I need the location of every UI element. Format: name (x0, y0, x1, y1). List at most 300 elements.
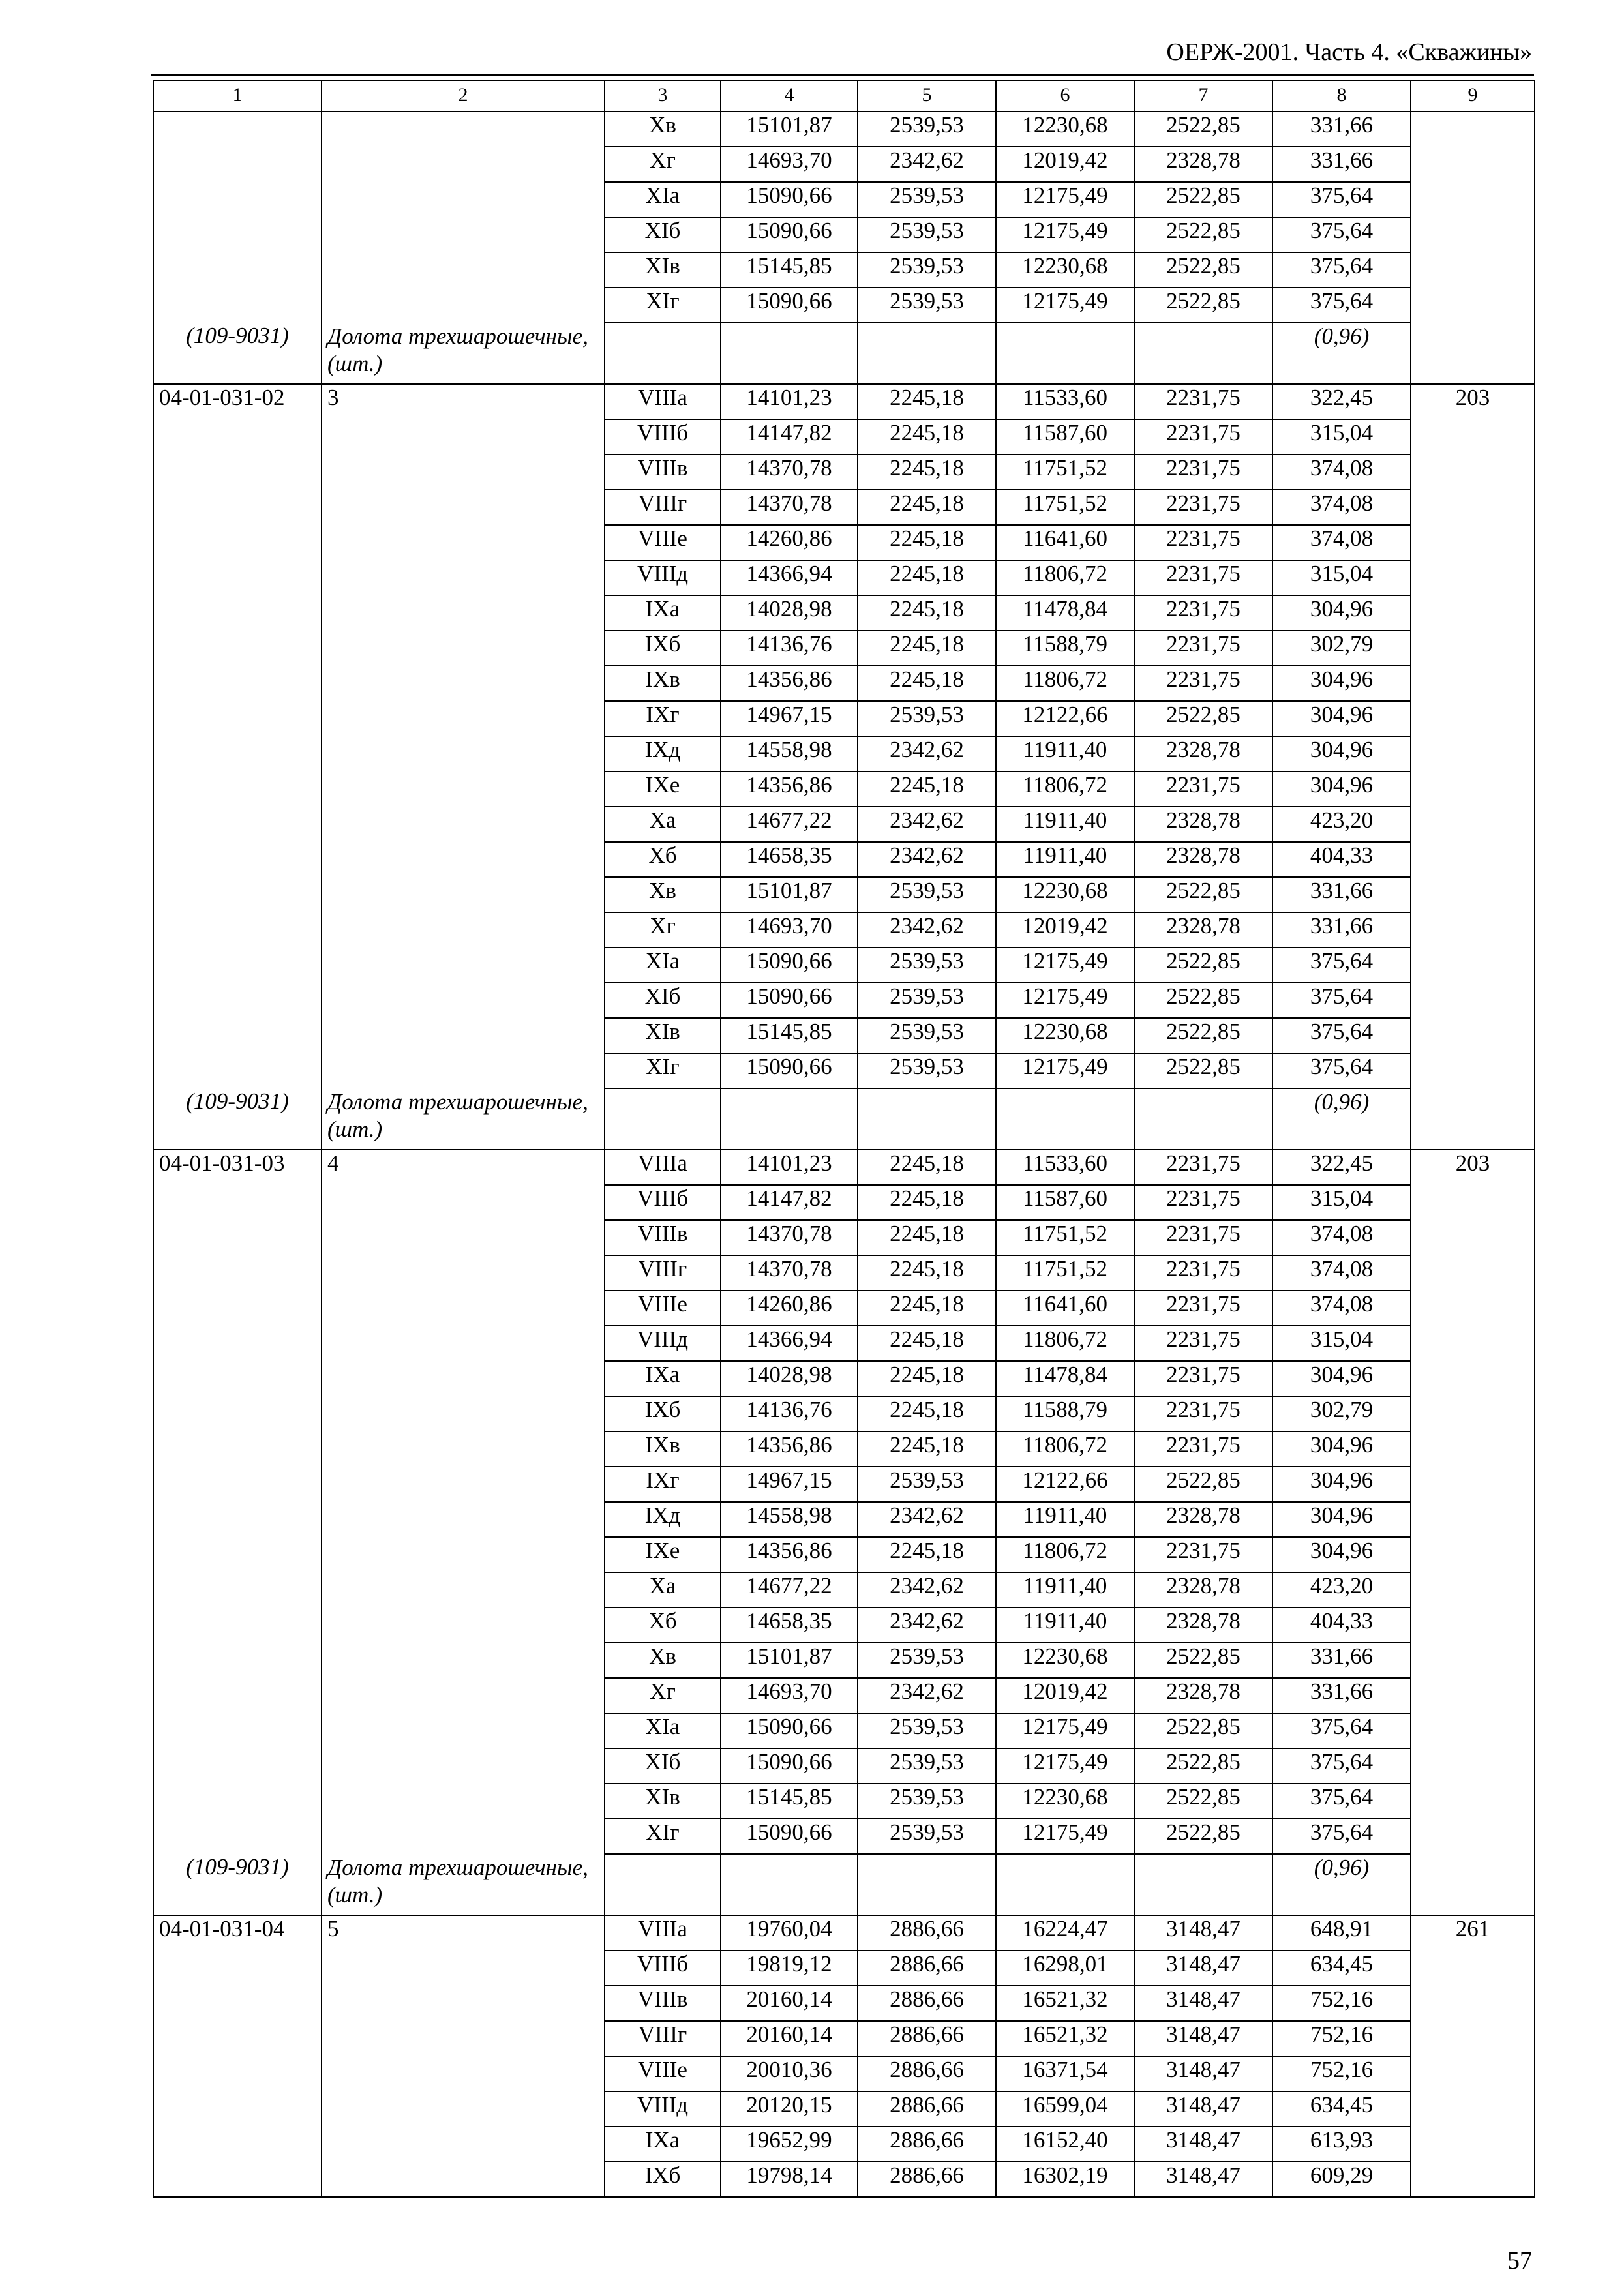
wages-cell: 2886,66 (858, 2091, 996, 2127)
materials-cell: 375,64 (1272, 983, 1411, 1018)
machine-cost-cell: 11478,84 (996, 1361, 1134, 1396)
column-number: 2 (322, 80, 605, 112)
operator-wages-cell: 2231,75 (1134, 1150, 1272, 1185)
table-row (153, 2162, 1535, 2197)
code-cell: 04-01-031-04 (153, 1915, 322, 1951)
category-cell: Xа (605, 1572, 721, 1608)
name-cell (322, 1396, 605, 1431)
machine-cost-cell: 11806,72 (996, 666, 1134, 701)
wages-cell: 2539,53 (858, 217, 996, 252)
operator-wages-cell: 2328,78 (1134, 1678, 1272, 1713)
code-cell (153, 1784, 322, 1819)
category-cell: IXг (605, 701, 721, 736)
name-cell (322, 252, 605, 288)
labor-cell (1411, 419, 1535, 455)
table-row (153, 701, 1535, 736)
operator-wages-cell: 2522,85 (1134, 1467, 1272, 1502)
name-cell (322, 595, 605, 631)
code-cell (153, 2091, 322, 2127)
category-cell: IXв (605, 666, 721, 701)
category-cell: XIг (605, 1819, 721, 1854)
name-cell (322, 2162, 605, 2197)
name-cell (322, 525, 605, 560)
materials-cell: 375,64 (1272, 1053, 1411, 1088)
operator-wages-cell: 2522,85 (1134, 877, 1272, 912)
machine-cost-cell: 12230,68 (996, 1643, 1134, 1678)
category-cell: VIIIд (605, 2091, 721, 2127)
labor-cell (1411, 2021, 1535, 2056)
labor-cell (1411, 1537, 1535, 1572)
machine-cost-cell: 11751,52 (996, 1220, 1134, 1255)
code-cell (153, 560, 322, 595)
table-row (153, 525, 1535, 560)
column-number: 8 (1272, 80, 1411, 112)
name-cell (322, 2091, 605, 2127)
category-cell: VIIIг (605, 1255, 721, 1291)
table-row (153, 182, 1535, 217)
machine-cost-cell: 12019,42 (996, 147, 1134, 182)
operator-wages-cell: 2231,75 (1134, 1431, 1272, 1467)
table-row (153, 2056, 1535, 2091)
wages-cell (858, 1088, 996, 1150)
resource-note-row (153, 323, 1535, 384)
machine-cost-cell: 11587,60 (996, 1185, 1134, 1220)
page-header-title: ОЕРЖ-2001. Часть 4. «Скважины» (1166, 38, 1532, 66)
wages-cell: 2245,18 (858, 1361, 996, 1396)
machine-cost-cell: 16224,47 (996, 1915, 1134, 1951)
wages-cell (858, 323, 996, 384)
labor-cell (1411, 525, 1535, 560)
code-cell (153, 182, 322, 217)
name-cell (322, 1572, 605, 1608)
machine-cost-cell: 11533,60 (996, 384, 1134, 419)
wages-cell: 2886,66 (858, 2021, 996, 2056)
name-cell (322, 1502, 605, 1537)
total-cost-cell: 14693,70 (721, 912, 858, 948)
code-cell (153, 525, 322, 560)
machine-cost-cell: 12175,49 (996, 1748, 1134, 1784)
wages-cell: 2245,18 (858, 1185, 996, 1220)
labor-cell (1411, 147, 1535, 182)
wages-cell: 2886,66 (858, 2056, 996, 2091)
wages-cell: 2539,53 (858, 252, 996, 288)
table-row (153, 948, 1535, 983)
table-row (153, 666, 1535, 701)
materials-cell: 304,96 (1272, 595, 1411, 631)
name-cell (322, 560, 605, 595)
labor-cell (1411, 1088, 1535, 1150)
materials-cell: 315,04 (1272, 560, 1411, 595)
table-row (153, 1951, 1535, 1986)
operator-wages-cell (1134, 1854, 1272, 1915)
name-cell (322, 631, 605, 666)
code-cell (153, 1018, 322, 1053)
category-cell: VIIIб (605, 1951, 721, 1986)
wages-cell: 2342,62 (858, 147, 996, 182)
wages-cell: 2245,18 (858, 1255, 996, 1291)
name-cell (322, 807, 605, 842)
name-cell (322, 912, 605, 948)
category-cell (605, 1854, 721, 1915)
code-cell (153, 1643, 322, 1678)
name-cell (322, 419, 605, 455)
category-cell: Xв (605, 112, 721, 147)
labor-cell (1411, 1986, 1535, 2021)
labor-cell (1411, 2127, 1535, 2162)
category-cell: IXб (605, 631, 721, 666)
machine-cost-cell: 16521,32 (996, 2021, 1134, 2056)
materials-cell: 374,08 (1272, 490, 1411, 525)
wages-cell: 2539,53 (858, 1053, 996, 1088)
machine-cost-cell: 12122,66 (996, 701, 1134, 736)
name-cell (322, 1678, 605, 1713)
materials-cell: 331,66 (1272, 877, 1411, 912)
wages-cell: 2539,53 (858, 288, 996, 323)
category-cell: IXг (605, 1467, 721, 1502)
machine-cost-cell: 12230,68 (996, 1784, 1134, 1819)
category-cell: XIг (605, 1053, 721, 1088)
machine-cost-cell: 16302,19 (996, 2162, 1134, 2197)
labor-cell (1411, 1185, 1535, 1220)
materials-cell: 375,64 (1272, 1018, 1411, 1053)
wages-cell: 2245,18 (858, 595, 996, 631)
materials-cell: 304,96 (1272, 1431, 1411, 1467)
total-cost-cell (721, 1088, 858, 1150)
total-cost-cell: 19798,14 (721, 2162, 858, 2197)
total-cost-cell: 14356,86 (721, 1537, 858, 1572)
operator-wages-cell: 2231,75 (1134, 419, 1272, 455)
name-cell (322, 736, 605, 771)
machine-cost-cell: 11911,40 (996, 1572, 1134, 1608)
materials-cell: 404,33 (1272, 842, 1411, 877)
table-row (153, 1608, 1535, 1643)
machine-cost-cell (996, 323, 1134, 384)
code-cell (153, 842, 322, 877)
total-cost-cell: 15145,85 (721, 252, 858, 288)
materials-cell: 423,20 (1272, 1572, 1411, 1608)
operator-wages-cell: 2231,75 (1134, 1537, 1272, 1572)
labor-cell (1411, 1018, 1535, 1053)
name-cell (322, 217, 605, 252)
operator-wages-cell: 2522,85 (1134, 112, 1272, 147)
column-number: 6 (996, 80, 1134, 112)
wages-cell: 2245,18 (858, 1396, 996, 1431)
table-row (153, 1361, 1535, 1396)
machine-cost-cell: 12230,68 (996, 877, 1134, 912)
total-cost-cell: 14967,15 (721, 701, 858, 736)
table-row (153, 771, 1535, 807)
name-cell (322, 2021, 605, 2056)
operator-wages-cell: 2522,85 (1134, 182, 1272, 217)
code-cell (153, 1255, 322, 1291)
machine-cost-cell: 11911,40 (996, 1608, 1134, 1643)
labor-cell (1411, 736, 1535, 771)
materials-cell: 375,64 (1272, 252, 1411, 288)
materials-cell: 752,16 (1272, 2021, 1411, 2056)
category-cell: VIIIв (605, 1220, 721, 1255)
total-cost-cell: 15090,66 (721, 1713, 858, 1748)
labor-cell (1411, 2162, 1535, 2197)
materials-cell: (0,96) (1272, 1088, 1411, 1150)
operator-wages-cell: 2328,78 (1134, 147, 1272, 182)
operator-wages-cell: 2231,75 (1134, 455, 1272, 490)
total-cost-cell: 15090,66 (721, 1053, 858, 1088)
materials-cell: 304,96 (1272, 666, 1411, 701)
code-cell (153, 288, 322, 323)
machine-cost-cell: 11806,72 (996, 1326, 1134, 1361)
labor-cell (1411, 1467, 1535, 1502)
category-cell: XIа (605, 182, 721, 217)
table-row (153, 1255, 1535, 1291)
name-cell (322, 1053, 605, 1088)
materials-cell: 375,64 (1272, 1784, 1411, 1819)
category-cell: XIб (605, 1748, 721, 1784)
machine-cost-cell: 12230,68 (996, 1018, 1134, 1053)
materials-cell: 423,20 (1272, 807, 1411, 842)
wages-cell: 2539,53 (858, 1643, 996, 1678)
name-cell (322, 182, 605, 217)
materials-cell: 752,16 (1272, 2056, 1411, 2091)
category-cell: VIIIд (605, 1326, 721, 1361)
total-cost-cell: 14101,23 (721, 384, 858, 419)
category-cell: XIа (605, 1713, 721, 1748)
category-cell: XIв (605, 252, 721, 288)
materials-cell: 322,45 (1272, 1150, 1411, 1185)
machine-cost-cell: 12175,49 (996, 948, 1134, 983)
wages-cell: 2539,53 (858, 1713, 996, 1748)
wages-cell: 2886,66 (858, 1915, 996, 1951)
materials-cell: 374,08 (1272, 1291, 1411, 1326)
category-cell: VIIIб (605, 419, 721, 455)
category-cell: IXб (605, 1396, 721, 1431)
labor-cell (1411, 1396, 1535, 1431)
table-row (153, 560, 1535, 595)
total-cost-cell: 14658,35 (721, 842, 858, 877)
total-cost-cell: 19760,04 (721, 1915, 858, 1951)
code-cell (153, 1467, 322, 1502)
labor-cell (1411, 771, 1535, 807)
total-cost-cell: 15145,85 (721, 1018, 858, 1053)
total-cost-cell: 14028,98 (721, 1361, 858, 1396)
table-row (153, 1784, 1535, 1819)
operator-wages-cell: 2231,75 (1134, 631, 1272, 666)
operator-wages-cell: 3148,47 (1134, 1986, 1272, 2021)
operator-wages-cell: 2522,85 (1134, 288, 1272, 323)
labor-cell (1411, 217, 1535, 252)
code-cell (153, 912, 322, 948)
wages-cell: 2886,66 (858, 2127, 996, 2162)
wages-cell: 2245,18 (858, 666, 996, 701)
labor-cell (1411, 490, 1535, 525)
wages-cell: 2245,18 (858, 384, 996, 419)
labor-cell (1411, 1431, 1535, 1467)
resource-note-row (153, 1854, 1535, 1915)
operator-wages-cell: 2522,85 (1134, 1643, 1272, 1678)
table-row (153, 2127, 1535, 2162)
operator-wages-cell: 2522,85 (1134, 1819, 1272, 1854)
code-cell (153, 252, 322, 288)
machine-cost-cell: 11806,72 (996, 560, 1134, 595)
name-cell (322, 1467, 605, 1502)
code-cell (153, 419, 322, 455)
operator-wages-cell: 2328,78 (1134, 807, 1272, 842)
operator-wages-cell: 2231,75 (1134, 560, 1272, 595)
name-cell (322, 842, 605, 877)
materials-cell: 315,04 (1272, 419, 1411, 455)
table-row (153, 490, 1535, 525)
code-cell (153, 217, 322, 252)
category-cell: Xг (605, 912, 721, 948)
labor-cell (1411, 1854, 1535, 1915)
column-number: 9 (1411, 80, 1535, 112)
table-row (153, 384, 1535, 419)
category-cell: VIIIа (605, 1150, 721, 1185)
operator-wages-cell: 2522,85 (1134, 1784, 1272, 1819)
machine-cost-cell: 16371,54 (996, 2056, 1134, 2091)
category-cell: VIIIа (605, 1915, 721, 1951)
materials-cell: 375,64 (1272, 182, 1411, 217)
wages-cell: 2539,53 (858, 877, 996, 912)
materials-cell: 304,96 (1272, 701, 1411, 736)
materials-cell: 375,64 (1272, 1819, 1411, 1854)
table-row (153, 1467, 1535, 1502)
total-cost-cell: 14370,78 (721, 455, 858, 490)
machine-cost-cell: 11533,60 (996, 1150, 1134, 1185)
labor-cell (1411, 1819, 1535, 1854)
total-cost-cell: 20010,36 (721, 2056, 858, 2091)
labor-cell (1411, 323, 1535, 384)
code-cell (153, 147, 322, 182)
operator-wages-cell: 2522,85 (1134, 1748, 1272, 1784)
total-cost-cell: 14370,78 (721, 1220, 858, 1255)
name-cell (322, 701, 605, 736)
category-cell: IXе (605, 771, 721, 807)
total-cost-cell: 15090,66 (721, 217, 858, 252)
name-cell: Долота трехшарошечные, (шт.) (322, 1854, 605, 1915)
code-cell (153, 736, 322, 771)
category-cell: IXа (605, 1361, 721, 1396)
labor-cell (1411, 1951, 1535, 1986)
total-cost-cell: 15090,66 (721, 948, 858, 983)
materials-cell: 375,64 (1272, 1713, 1411, 1748)
table-row (153, 1678, 1535, 1713)
code-cell (153, 1819, 322, 1854)
labor-cell (1411, 595, 1535, 631)
labor-cell (1411, 1291, 1535, 1326)
labor-cell (1411, 1784, 1535, 1819)
code-cell (153, 807, 322, 842)
labor-cell (1411, 2056, 1535, 2091)
materials-cell: 331,66 (1272, 147, 1411, 182)
name-cell (322, 288, 605, 323)
total-cost-cell: 14366,94 (721, 560, 858, 595)
total-cost-cell: 15101,87 (721, 1643, 858, 1678)
operator-wages-cell: 2231,75 (1134, 1220, 1272, 1255)
table-row (153, 1502, 1535, 1537)
total-cost-cell: 14558,98 (721, 1502, 858, 1537)
labor-cell (1411, 701, 1535, 736)
total-cost-cell: 14147,82 (721, 419, 858, 455)
operator-wages-cell: 2328,78 (1134, 1572, 1272, 1608)
operator-wages-cell: 2231,75 (1134, 1291, 1272, 1326)
materials-cell: 302,79 (1272, 1396, 1411, 1431)
name-cell (322, 1643, 605, 1678)
table-row (153, 1185, 1535, 1220)
materials-cell: 375,64 (1272, 288, 1411, 323)
column-number: 5 (858, 80, 996, 112)
code-cell (153, 1431, 322, 1467)
machine-cost-cell: 12122,66 (996, 1467, 1134, 1502)
name-cell (322, 771, 605, 807)
wages-cell: 2245,18 (858, 631, 996, 666)
machine-cost-cell: 11478,84 (996, 595, 1134, 631)
operator-wages-cell: 2522,85 (1134, 983, 1272, 1018)
total-cost-cell: 14370,78 (721, 1255, 858, 1291)
total-cost-cell: 14677,22 (721, 807, 858, 842)
labor-cell (1411, 182, 1535, 217)
code-cell (153, 1326, 322, 1361)
wages-cell: 2245,18 (858, 1326, 996, 1361)
code-cell (153, 1053, 322, 1088)
operator-wages-cell: 3148,47 (1134, 2091, 1272, 2127)
wages-cell: 2539,53 (858, 182, 996, 217)
category-cell: VIIIа (605, 384, 721, 419)
code-cell (153, 1748, 322, 1784)
total-cost-cell: 19652,99 (721, 2127, 858, 2162)
name-cell (322, 1951, 605, 1986)
page-number: 57 (1507, 2247, 1532, 2275)
category-cell: Xа (605, 807, 721, 842)
machine-cost-cell: 11911,40 (996, 736, 1134, 771)
machine-cost-cell (996, 1088, 1134, 1150)
labor-cell (1411, 1361, 1535, 1396)
name-cell (322, 877, 605, 912)
materials-cell: 304,96 (1272, 771, 1411, 807)
machine-cost-cell: 11806,72 (996, 771, 1134, 807)
operator-wages-cell: 3148,47 (1134, 1951, 1272, 1986)
wages-cell: 2539,53 (858, 948, 996, 983)
labor-cell (1411, 912, 1535, 948)
labor-cell (1411, 1502, 1535, 1537)
labor-cell (1411, 842, 1535, 877)
labor-cell (1411, 1220, 1535, 1255)
table-row (153, 2091, 1535, 2127)
total-cost-cell: 14967,15 (721, 1467, 858, 1502)
code-cell (153, 701, 322, 736)
materials-cell: 374,08 (1272, 525, 1411, 560)
table-row (153, 419, 1535, 455)
code-cell: 04-01-031-03 (153, 1150, 322, 1185)
operator-wages-cell: 2328,78 (1134, 912, 1272, 948)
name-cell (322, 983, 605, 1018)
category-cell: XIб (605, 983, 721, 1018)
table-row (153, 1537, 1535, 1572)
wages-cell: 2539,53 (858, 1748, 996, 1784)
category-cell (605, 323, 721, 384)
materials-cell: 375,64 (1272, 217, 1411, 252)
code-cell (153, 1713, 322, 1748)
materials-cell: 634,45 (1272, 1951, 1411, 1986)
table-row (153, 1150, 1535, 1185)
materials-cell: (0,96) (1272, 1854, 1411, 1915)
table-row (153, 1748, 1535, 1784)
code-cell (153, 1291, 322, 1326)
operator-wages-cell: 2522,85 (1134, 948, 1272, 983)
code-cell (153, 2127, 322, 2162)
machine-cost-cell: 12175,49 (996, 1819, 1134, 1854)
name-cell (322, 112, 605, 147)
category-cell: VIIIе (605, 1291, 721, 1326)
